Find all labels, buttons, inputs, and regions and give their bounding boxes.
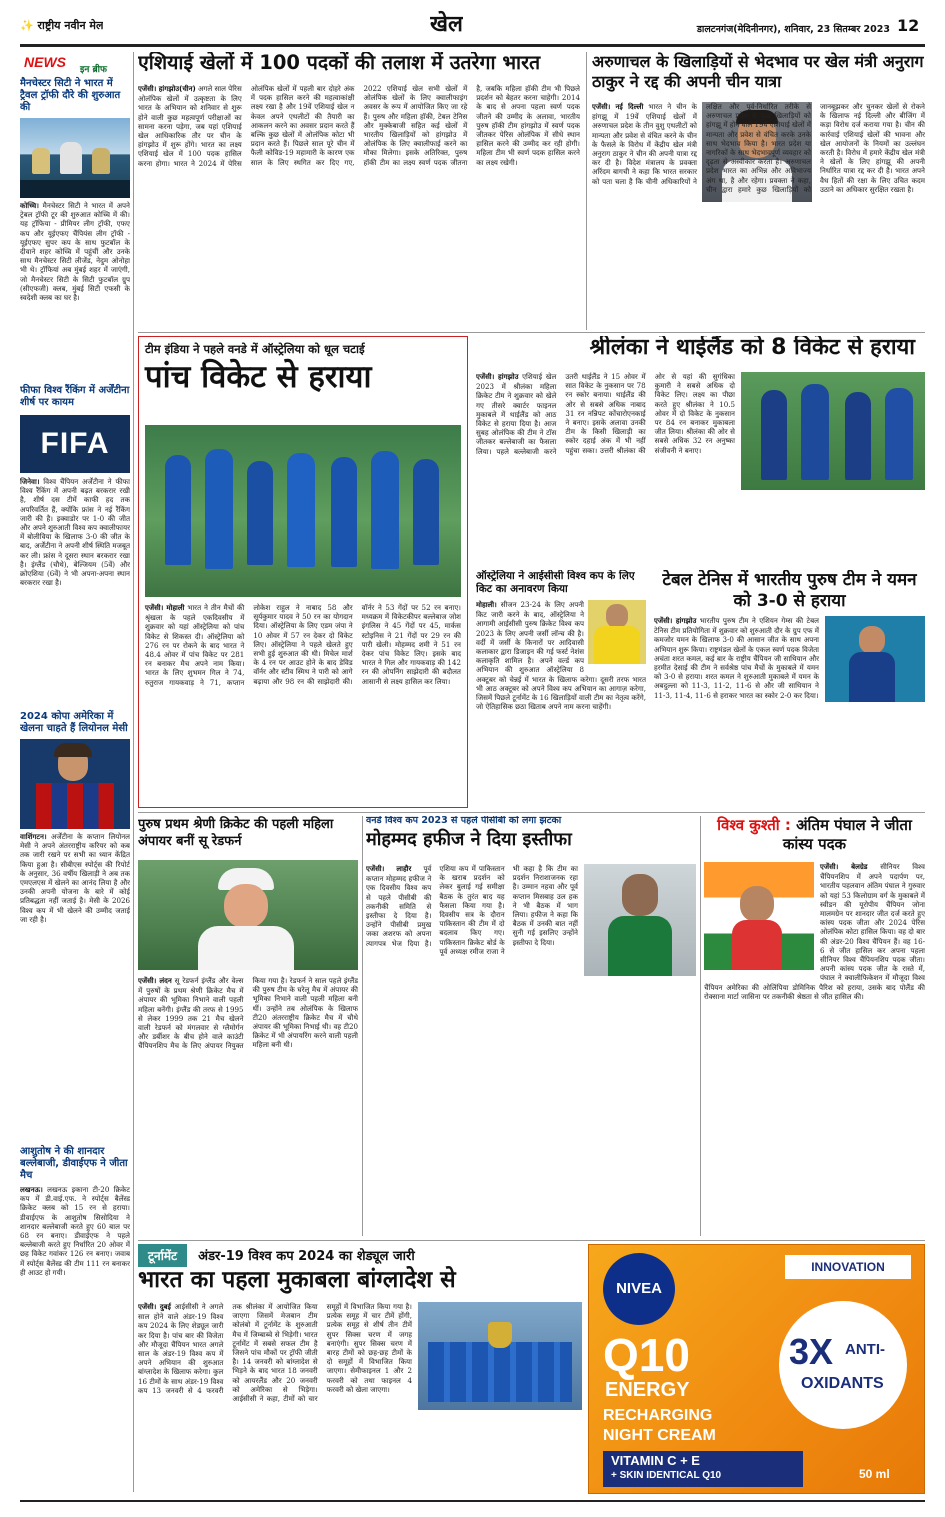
u19-body: एजेंसी। दुबई आईसीसी ने अगले साल होने वाले अंडर-19 विश्व कप 2024 के लिए शेड्यूल जारी कर दिया है। पांच बार की विजेता और मौजूदा चैंपियन भारत अगले साल के अंडर-19 विश्व कप में अपने अभियान की शुरुआत बांग्लादेश के खिलाफ करेगा। कुल 16 टीमों के साथ अंडर-19 विश्व कप 13 जनवरी से 4 फरवरी तक श्रीलंका में आयोजित किया जाएगा जिसमें मेजबान टीम कोलंबो में टूर्नामेंट के शुरुआती मैच में जिम्बाब्वे से भिड़ेगी। भारत टूर्नामेंट में सबसे सफल टीम है जिसने पांच मौकों पर ट्रॉफी जीती है। 14 जनवरी को बांग्लादेश से भिड़ने के बाद भारत 18 जनवरी को आयरलैंड और 20 जनवरी को अमेरिका से भिड़ेगा। आईसीसी ने कहा, टीमों को चार समूहों में विभाजित किया गया है। प्रत्येक समूह में चार टीमें होंगी, प्रत्येक समूह से शीर्ष तीन टीमें सुपर सिक्स चरण में जगह बनाएंगी। सुपर सिक्स चरण में बारह टीमों को छह-छह टीमों के दो समूहों में विभाजित किया जाएगा। सेमीफाइनल 1 और 2 फरवरी को तथा फाइनल 4 फरवरी को खेला जाएगा। bbox=[138, 1302, 582, 1494]
hafeez-kicker: वनडे विश्व कप 2023 से पहले पीसीबी को लगा झटका bbox=[366, 816, 562, 826]
dateline: डालटनगंज(मेदिनीनगर), शनिवार, 23 सितम्बर 2023 bbox=[696, 24, 890, 35]
umpire-body: एजेंसी। लंदन सू रेडफर्न इंग्लैंड और वेल्स में पुरुषों के प्रथम श्रेणी क्रिकेट मैच में अंपायर की भूमिका निभाने वाली पहली महिला बनेंगी। इंग्लैंड की तरफ से 1995 से लेकर 1999 तक 21 मैच खेलने वाली रेडफर्न को मंगलवार से ग्लैमोर्गन और डर्बीशर के बीच होने वाले काउंटी चैंपियनशिप मैच के लिए अंपायर नियुक्त किया गया है। रेडफर्न ने साल पहले इंग्लैंड की पुरुष टीम के घरेलू मैच में अंपायर की भूमिका निभाने वाली पहली महिला बनी थीं। उन्होंने तब ओलंपिक के खिलाफ टी20 अंतरराष्ट्रीय क्रिकेट मैच में चौथे अंपायर की भूमिका निभाई थी। वह टी20 क्रिकेट में भी अंपायरिंग करने वाली पहली महिला बनी थी। bbox=[138, 976, 358, 1051]
story-arunachal bbox=[592, 52, 925, 330]
row-rule-2 bbox=[138, 812, 925, 813]
trophy-photo bbox=[20, 118, 130, 198]
odi-kicker: टीम इंडिया ने पहले वनडे में ऑस्ट्रेलिया को धूल चटाई bbox=[145, 342, 365, 356]
page-number: 12 bbox=[897, 16, 920, 35]
odi-headline: पांच विकेट से हराया bbox=[145, 358, 372, 395]
brief-title-4: आशुतोष ने की शानदार बल्लेबाजी, डीवाईएफ ने जीता मैच bbox=[20, 1146, 128, 1181]
brief-text-2: जिनेवा। विश्व चैंपियन अर्जेंटीना ने फीफा विश्व रैंकिंग में अपनी बढ़त बरकरार रखी है, शीर्ष दस टीमें काफी हद तक अपरिवर्तित हैं, क्योंकि फ्रांस ने नई रैंकिंग जारी की है। इक्वाडोर पर 1-0 की जीत और अपने शुरुआती विश्व कप क्वालीफायर में बोलीविया के खिलाफ 3-0 की जीत के बाद, अर्जेंटीना ने अपनी शीर्ष स्थिति मजबूत कर ली। फ्रांस ने दूसरा स्थान बरकरार रखा है। इंग्लैंड (चौथे), बेल्जियम (5वें) और क्रोएशिया (6वें) ने भी अपना-अपना स्थान बरकरार रखा है। bbox=[20, 477, 130, 588]
story-srilanka bbox=[476, 336, 925, 564]
nivea-innovation-tag: INNOVATION bbox=[785, 1255, 911, 1279]
nivea-product: Q10 bbox=[603, 1329, 690, 1381]
nivea-sub1: RECHARGING bbox=[603, 1407, 713, 1424]
news-brief-column bbox=[20, 52, 130, 1492]
nivea-logo: NIVEA bbox=[603, 1253, 675, 1325]
news-brief-header bbox=[20, 52, 130, 78]
nivea-sub2: NIGHT CREAM bbox=[603, 1427, 716, 1444]
srilanka-body: एजेंसी। हांगझोउ एशियाई खेल 2023 में श्रीलंका महिला क्रिकेट टीम ने शुक्रवार को खेले गए तीसरे क्वार्टर फाइनल मुकाबले में थाईलैंड को आठ विकेट से हराया दिया है। आज सुबह ओलंपिक की टीम ने टॉस जीतकर बल्लेबाजी का फैसला लिया। पहले बल्लेबाजी करने उतरी थाईलैंड ने 15 ओवर में सात विकेट के नुकसान पर 78 रन स्कोर बनाया। थाईलैंड की ओर से सबसे अधिक नाबाद 31 रन नन्निपट कोंचारोएनकाई ने बनाए। इसके अलावा उनकी टीम के किसी खिलाड़ी का स्कोर दहाई अंक में भी नहीं पहुंचा सका। उत्तरी श्रीलंका की ओर से यहां की सुगंधिका कुमारी ने सबसे अधिक दो विकेट लिए। लक्ष्य का पीछा करते हुए श्रीलंका ने 10.5 ओवर में दो विकेट के नुकसान पर 84 रन बनाकर मुकाबला जीत लिया। श्रीलंका की ओर से सबसे अधिक 32 रन अनुष्का संजीवनी ने बनाए। bbox=[476, 372, 925, 564]
nivea-vitamin-bar: VITAMIN C + E + SKIN IDENTICAL Q10 bbox=[603, 1451, 803, 1487]
tabletennis-body: एजेंसी। हांगझोउ भारतीय पुरुष टीम ने एशियन गेम्स की टेबल टेनिस टीम प्रतियोगिता में शुक्रवार को शुरुआती दौर के ग्रुप एफ में कमजोर यमन के खिलाफ 3-0 की आसान जीत के साथ अपना अभियान शुरू किया। राष्ट्रमंडल खेलों के एकल स्वर्ण पदक विजेता अचंता शरत कमल, कई बार के राष्ट्रीय चैंपियन जी साथियान और हरमीत देसाई की टीम ने सर्वश्रेष्ठ पांच मैचों के मुकाबले में यमन को 3-0 से हराया। शरत कमल ने शुरुआती मुकाबले में यमन के अबदुल्ला को 11-3, 11-2, 11-6 से और जी साथियान ने 11-3, 11-4, 11-6 से हराकर भारत का स्कोर 2-0 कर दिया। bbox=[654, 616, 925, 806]
wrestling-title: अंतिम पंघाल ने जीता कांस्य पदक bbox=[782, 816, 912, 853]
story-tabletennis bbox=[654, 570, 925, 808]
row-rule-3 bbox=[138, 1240, 925, 1241]
australia-body: मोहाली। सीजन 23-24 के लिए अपनी किट जारी करने के बाद, ऑस्ट्रेलिया ने आगामी आईसीसी पुरुष क्रिकेट विश्व कप 2023 के लिए अपनी जर्सी लॉन्च की है। वर्दी में जर्सी के किनारों पर आदिवासी कलाकार द्वारा डिजाइन की गई फर्स्ट नेशंस कलाकृति शामिल है। अपने वर्ल्ड कप अभियान की शुरुआत ऑस्ट्रेलिया 8 अक्टूबर को चेन्नई में भारत के खिलाफ करेगा। दूसरी तरफ भारत भी आठ अक्टूबर को अपने विश्व कप अभियान का आगाज़ करेगा, जिसमें पिछले टूर्नामेंट के 16 खिलाड़ियों वाली टीम का नेतृत्व करेंगे, जो ऐतिहासिक छठा खिताब अपने नाम करना चाहेंगी। bbox=[476, 600, 646, 712]
nivea-volume: 50 ml bbox=[859, 1467, 890, 1481]
u19-kicker-row bbox=[138, 1244, 582, 1268]
story-australia bbox=[476, 570, 646, 808]
tabletennis-headline: टेबल टेनिस में भारतीय पुरुष टीम ने यमन को 3-0 से हराया bbox=[662, 570, 917, 611]
nivea-ad bbox=[588, 1244, 925, 1494]
u19-headline: भारत का पहला मुकाबला बांग्लादेश से bbox=[138, 1267, 456, 1293]
paper-logo: ✨ राष्ट्रीय नवीन मेल bbox=[20, 19, 104, 32]
hafeez-headline: मोहम्मद हफीज ने दिया इस्तीफा bbox=[366, 829, 572, 850]
nivea-energy: ENERGY bbox=[605, 1379, 690, 1401]
hafeez-body: एजेंसी। लाहौर पूर्व कप्तान मोहम्मद हफीज ने एक दिवसीय विश्व कप से पहले पीसीबी की तकनीकी समिति से इस्तीफा दे दिया है। उन्होंने पीसीबी प्रमुख जका अशरफ को अपना त्यागपत्र भेज दिया है। एशिया कप में पाकिस्तान के खराब प्रदर्शन को लेकर बुलाई गई समीक्षा बैठक के तुरंत बाद यह फैसला किया गया है। दिवसीय सत्र के दौरान पाकिस्तान की टीम में दो बदलाव किए गए। पाकिस्तान क्रिकेट बोर्ड के पूर्व अध्यक्ष रमीज राजा ने भी कहा है कि टीम का प्रदर्शन निराशाजनक रहा है। उम्मान नहवा और पूर्व कप्तान मिसबाह उल हक ने भी बैठक में भाग लिया। हफीज ने कहा कि बैठक में उनकी बात नहीं सुनी गई इसलिए उन्होंने इस्तीफा दे दिया। bbox=[366, 864, 696, 1234]
wrestling-label: विश्व कुश्ती : bbox=[717, 816, 791, 834]
fifa-logo: FIFA bbox=[20, 415, 130, 473]
asian-games-headline: एशियाई खेलों में 100 पदकों की तलाश में उतरेगा भारत bbox=[138, 52, 541, 74]
hafeez-photo bbox=[584, 864, 696, 976]
australia-headline: ऑस्ट्रेलिया ने आईसीसी विश्व कप के लिए किट का अनावरण किया bbox=[476, 570, 635, 595]
australia-kit-photo bbox=[588, 600, 646, 664]
story-hafeez bbox=[366, 816, 696, 1236]
story-wrestling bbox=[704, 816, 925, 1236]
tabletennis-photo bbox=[825, 616, 925, 702]
team-india-photo bbox=[145, 425, 461, 597]
wrestling-headline bbox=[704, 816, 925, 858]
brief-text-4: लखनऊ। लखनऊ इकाना टी-20 क्रिकेट कप में डी.वाई.एफ. ने स्पोर्ट्स बैलेंस्ड क्रिकेट क्लब को 15 रन से हराया। डीवाईएफ के आशुतोष सिसोदिया ने शानदार बल्लेबाजी करते हुए 60 बाल पर 68 रन बनाए। डीवाईएफ ने पहले बल्लेबाजी करते हुए निर्धारित 20 ओवर में छह विकेट गवांकर 126 रन बनाए। जवाब में स्पोर्ट्स बैलेंस्ड की टीम 111 रन बनाकर ही आउट हो गयी। bbox=[20, 1185, 130, 1277]
messi-photo bbox=[20, 739, 130, 829]
sue-redfern-photo bbox=[138, 860, 358, 970]
column-rule-umpire bbox=[362, 816, 363, 1236]
brief-text-1: कोच्चि। मैनचेस्टर सिटी ने भारत में अपने ट्रेबल ट्रॉफी टूर की शुरुआत कोच्चि में की। यह ट्रॉफिया - प्रीमियर लीग ट्रॉफी, एफए कप और यूईएफए चैंपियंस लीग ट्रॉफी - यूईएफए सुपर कप के साथ फुटबॉल के दीवाने शहर कोच्चि में पहुंचीं और उनके साथ मैनचेस्टर सिटी लीजेंड, नेदुम ओनोहा भी थे। ट्रॉफियां अब मुंबई शहर में जाएंगी, जो मैनचेस्टर सिटी के सिटी फुटबॉल ग्रुप (सीएफजी) क्लब, मुंबई सिटी एफसी के स्वदेशी क्लब का घर है। bbox=[20, 201, 130, 303]
column-rule-hafeez bbox=[700, 816, 701, 1236]
story-asian-games bbox=[138, 52, 580, 330]
brief-title-2: फीफा विश्व रैंकिंग में अर्जेंटीना शीर्ष पर कायम bbox=[20, 385, 130, 408]
section-title: खेल bbox=[430, 12, 463, 37]
u19-tag: टूर्नामेंट bbox=[138, 1244, 187, 1267]
brief-text-3: वाशिंगटन। अर्जेंटीना के कप्तान लियोनल मेसी ने अपने अंतरराष्ट्रीय करियर को कब तक जारी रखने पर सभी का ध्यान केंद्रित किया हुआ है। सीबीएस स्पोर्ट्स की रिपोर्ट के अनुसार, 36 वर्षीय खिलाड़ी ने अब तक एमएलएस में खेलने का आनंद लिया है और उनकी अपनी योजना के बारे में कोई प्रतिबद्धता नहीं जताई है। मेसी के 2026 विश्व कप में भी खेलने की उम्मीद जताई जा रही है। bbox=[20, 832, 130, 924]
column-rule-mid-top bbox=[586, 52, 587, 330]
nivea-badge: 3X ANTI- OXIDANTS bbox=[779, 1301, 907, 1429]
brief-label: इन ब्रीफ bbox=[80, 65, 107, 75]
row-rule-1 bbox=[138, 332, 925, 333]
arunachal-headline: अरुणाचल के खिलाड़ियों से भेदभाव पर खेल मंत्री अनुराग ठाकुर ने रद्द की अपनी चीन यात्रा bbox=[592, 52, 924, 91]
masthead-rule bbox=[20, 44, 925, 47]
masthead bbox=[0, 0, 945, 44]
wrestling-body: एजेंसी। बेलग्रेड सीनियर विश्व चैंपियनशिप में अपने पदार्पण पर, भारतीय पहलवान अंतिम पंघाल ने गुरुवार को यहां 53 किलोग्राम वर्ग के मुकाबले में स्वीडन की यूरोपीय चैंपियन जोना मालमग्रेन पर शानदार जीत दर्ज करते हुए कांस्य पदक जीता और 2024 पेरिस ओलंपिक कोटा हासिल किया। वह दो बार की अंडर-20 विश्व चैंपियन हैं। वह 16-6 से जीत हासिल कर अपना पहला सीनियर विश्व चैंपियनशिप पदक जीता। अपनी कांस्य पदक जीत के रास्ते में, पंघाल ने क्वालीफिकेशन में मौजूदा विश्व चैंपियन अमेरिका की ओलिंपिया डोमिनिक पैरिश को हराया, उसके बाद पोलैंड की रोक्साना मार्टा जासिना पर तकनीकी श्रेष्ठता से जीत हासिल की। bbox=[704, 862, 925, 1001]
column-rule-left bbox=[133, 52, 134, 1492]
srilanka-headline: श्रीलंका ने थाईलैंड को 8 विकेट से हराया bbox=[589, 336, 915, 360]
arunachal-body: एजेंसी। नई दिल्ली भारत ने चीन के हांगझू में 19वें एशियाई खेलों में अरुणाचल प्रदेश के तीन वुशु एथलीटों को मान्यता और प्रवेश से वंचित करने के चीन के फैसले के विरोध में केंद्रीय खेल मंत्री अनुराग ठाकुर ने चीन की अपनी यात्रा रद्द कर दी है। विदेश मंत्रालय के प्रवक्ता अरिंदम बागची ने कहा कि भारत सरकार को पता चला है कि चीनी अधिकारियों ने लक्षित और पूर्व-निर्धारित तरीके से अरुणाचल प्रदेश के कुछ खिलाड़ियों को हांगझू में होने वाले 19वें एशियाई खेलों में मान्यता और प्रवेश से वंचित करके उनके साथ भेदभाव किया है। भारत प्रदेश या नागरिकों के साथ भेदभावपूर्ण व्यवहार को दृढ़ता से अस्वीकार करता है। अरुणाचल प्रदेश भारत का अभिन्न और अविभाज्य अंग था, है और रहेगा। प्रवक्ता ने कहा, चीन द्वारा हमारे कुछ खिलाड़ियों को जानबूझकर और चुनकर खेलों से रोकने के खिलाफ नई दिल्ली और बीजिंग में कड़ा विरोध दर्ज कराया गया है। चीन की कार्रवाई एशियाई खेलों की भावना और खेल आयोजनों के नियमों का उल्लंघन करती है। विरोध में हमारे केंद्रीय खेल मंत्री ने खेलों के लिए हांगझू की अपनी निर्धारित यात्रा रद्द कर दी है। भारत अपने वैध हितों की रक्षा के लिए उचित कदम उठाने का अधिकार सुरक्षित रखता है। bbox=[592, 102, 925, 194]
brief-title-1: मैनचेस्टर सिटी ने भारत में ट्रैवल ट्रॉफी दौरे की शुरुआत की bbox=[20, 78, 121, 113]
bird-icon: ✨ bbox=[20, 19, 34, 32]
brief-title-3: 2024 कोपा अमेरिका में खेलना चाहते हैं लियोनल मेसी bbox=[20, 711, 128, 734]
story-u19 bbox=[138, 1244, 582, 1494]
umpire-headline: पुरुष प्रथम श्रेणी क्रिकेट की पहली महिला अंपायर बनीं सू रेडफर्न bbox=[138, 817, 334, 849]
odi-body: एजेंसी। मोहाली भारत ने तीन मैचों की श्रृंखला के पहले एकदिवसीय में शुक्रवार को यहां ऑस्ट्रेलिया को पांच विकेट से शिकस्त दी। ऑस्ट्रेलिया को 276 रन पर रोकने के बाद भारत ने 48.4 ओवर में पांच विकेट पर 281 रन बनाकर मैच अपने नाम किया। भारत के लिए शुभमन गिल ने 74, रुतुराज गायकवाड़ ने 71, कप्तान लोकेश राहुल ने नाबाद 58 और सूर्यकुमार यादव ने 50 रन का योगदान दिया। ऑस्ट्रेलिया के लिए एडम जंपा ने 10 ओवर में 57 रन देकर दो विकेट लिए। ऑस्ट्रेलिया ने पहले खेलते हुए सभी हुई शुरुआत की थी। मिचेल मार्श के 4 रन पर आउट होने के बाद डेविड वॉर्नर और स्टीव स्मिथ ने पारी को आगे बढ़ाया और 98 रन की साझेदारी की। वॉर्नर ने 53 गेंदों पर 52 रन बनाए। मध्यक्रम में विकेटकीपर बल्लेबाज जोश इंगलिस ने 45 गेंदों पर 45, मार्कस स्टोइनिस ने 21 गेंदों पर 29 रन की पारी खेली। मोहम्मद शमी ने 51 रन देकर पांच विकेट लिए। इसके बाद भारत ने गिल और गायकवाड़ की 142 रन की ओपनिंग साझेदारी की बदौलत आसानी से लक्ष्य हासिल कर लिया। bbox=[145, 603, 461, 687]
u19-team-photo bbox=[418, 1302, 582, 1410]
story-umpire bbox=[138, 816, 358, 1236]
u19-kicker: अंडर-19 विश्व कप 2024 का शेड्यूल जारी bbox=[198, 1249, 415, 1264]
footer-rule bbox=[20, 1500, 925, 1502]
news-label: NEWS bbox=[24, 54, 66, 70]
srilanka-photo bbox=[741, 372, 925, 490]
story-odi bbox=[138, 336, 468, 808]
asian-games-body: एजेंसी। हांगझोउ(चीन) अगले साल पेरिस ओलंपिक खेलों में उत्कृष्टता के लिए भारत के अभियान को शनिवार से शुरू होने वाली कुछ महत्वपूर्ण परीक्षाओं का सामना करना पड़ेगा, जब यहां एशियाई खेल आधिकारिक तौर पर चीन के हांगझोउ में शुरू होंगे। भारत का लक्ष्य एशियाई खेल में 100 पदक हासिल करना होगा। भारत ने 2024 में पेरिस ओलंपिक खेलों में पहली बार दोहरे अंक में पदक हासिल करने की महत्वाकांक्षी लक्ष्य रखा है और 19वें एशियाई खेल न केवल अपने एथलीटों की तैयारी का आकलन करने का अवसर प्रदान करते हैं बल्कि कुछ खेलों में ओलंपिक कोटा भी प्रदान करते हैं। पिछले साल पूरे चीन में फैली कोविड-19 महामारी के कारण एक साल के लिए स्थगित कर दिए गए, 2022 एशियाई खेल सभी खेलों में ओलंपिक खेलों के लिए क्वालीफाइंग अवसर के रूप में आयोजित किए जा रहे हैं। पुरुष और महिला हॉकी, टेबल टेनिस और मुक्केबाजी सहित कई खेलों में भारतीय खिलाड़ियों को हांगझोउ में ओलंपिक के लिए क्वालीफाई करने का मौका मिलेगा। इसके अतिरिक्त, पुरुष हॉकी टीम का लक्ष्य स्वर्ण पदक जीतना है, जबकि महिला हॉकी टीम भी पिछले प्रदर्शन को बेहतर करना चाहेगी। 2014 के बाद से अपना पहला स्वर्ण पदक जीतने की उम्मीद के अलावा, भारतीय पुरुष हॉकी टीम हांगझोउ में स्वर्ण पदक जीतकर पेरिस ओलंपिक में सीधे स्थान हासिल करने की उम्मीद कर रही होगी। महिला टीम भी स्वर्ण पदक हासिल करने का लक्ष्य रखेगी। bbox=[138, 84, 580, 168]
